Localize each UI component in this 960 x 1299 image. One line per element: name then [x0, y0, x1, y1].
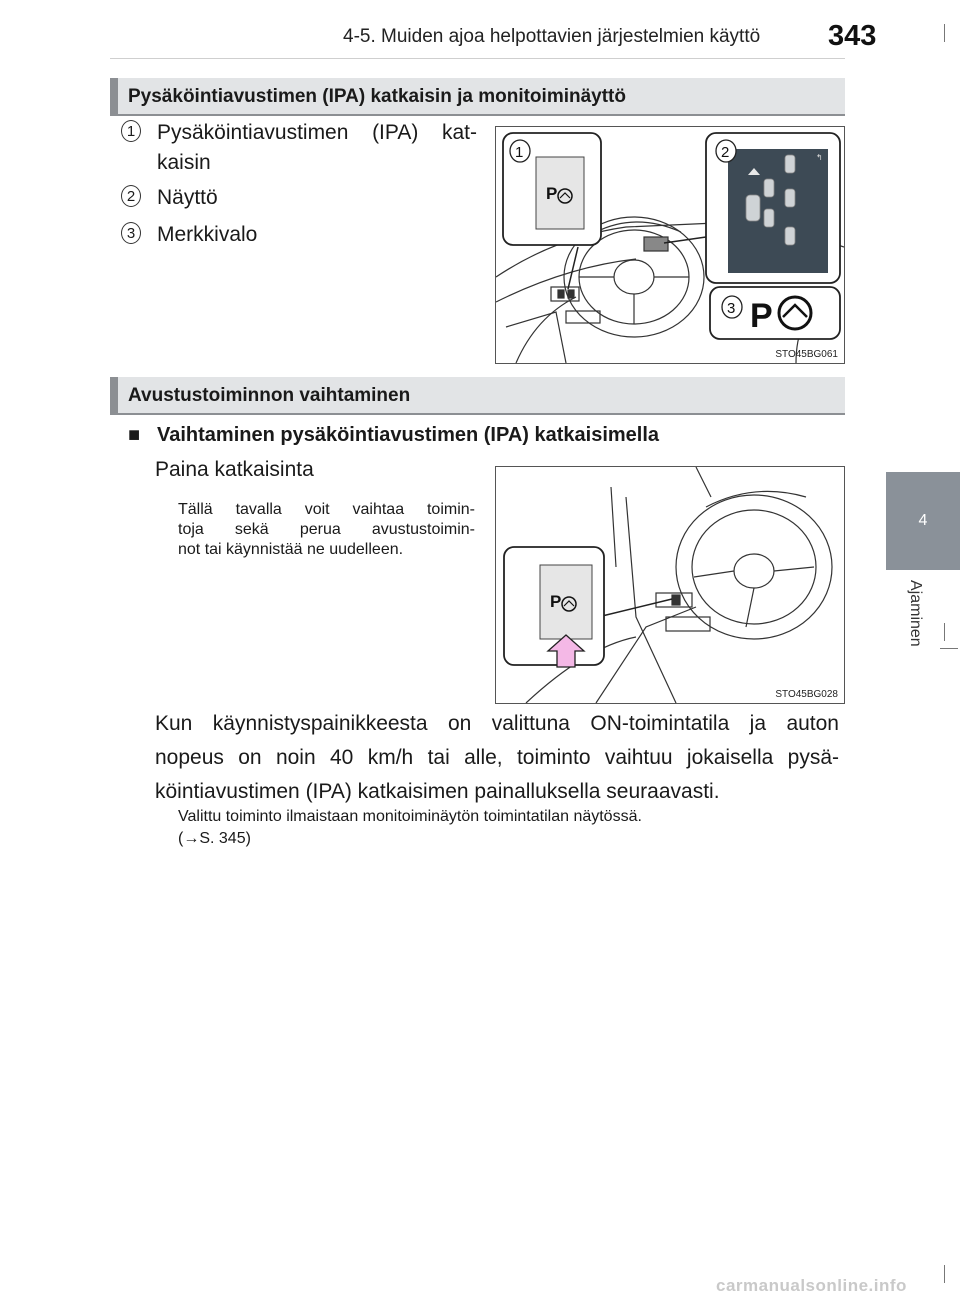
footnote-reference: [178, 828, 642, 850]
list-item-label-cont: kaisin: [157, 151, 211, 174]
switch-p-glyph: P: [550, 592, 562, 611]
footnote-line: Valittu toiminto ilmaistaan monitoiminäytön toimintatilan näytössä.: [178, 808, 642, 825]
figure-code: STO45BG061: [775, 349, 838, 360]
list-item-indicator: Merkkivalo: [157, 223, 258, 246]
crop-mark: [944, 24, 945, 42]
crop-mark: [944, 623, 945, 641]
figure-callout-3: 3: [727, 300, 736, 317]
figure-switch-press: [495, 466, 845, 704]
paragraph-line: nopeus on noin 40 km/h tai alle, toiminto vaihtuu jokaisella pysä-: [155, 746, 839, 769]
footnote: [178, 806, 642, 850]
note-line: not tai käynnistää ne uudelleen.: [178, 541, 404, 558]
subheading: Vaihtaminen pysäköintiavustimen (IPA) katkaisimella: [157, 424, 660, 446]
subheading-bullet: ■: [128, 424, 141, 446]
note-line: toja sekä perua avustustoimin-: [178, 521, 475, 538]
section-accent: [110, 78, 118, 114]
paragraph-line: Kun käynnistyspainikkeesta on valittuna ON-toimintatila ja auton: [155, 712, 839, 735]
page-reference-link[interactable]: S. 345): [199, 830, 251, 847]
paragraph-line: köintiavustimen (IPA) katkaisimen painalluksella seuraavasti.: [155, 780, 720, 803]
callout-number: 2: [121, 185, 141, 207]
instruction-note: [178, 500, 475, 560]
section-heading-ipa-switch: [110, 78, 845, 116]
watermark: carmanualsonline.info: [716, 1276, 907, 1295]
figure-callout-2: 2: [721, 144, 730, 161]
crop-mark: [944, 1265, 945, 1283]
section-title: Pysäköintiavustimen (IPA) katkaisin ja monitoiminäyttö: [128, 86, 626, 107]
chapter-number: 4: [918, 512, 928, 529]
list-item-label: Pysäköintiavustimen (IPA) kat-: [157, 121, 477, 144]
page-number: 343: [828, 20, 877, 52]
figure-code: STO45BG028: [775, 689, 838, 700]
section-title: Avustustoiminnon vaihtaminen: [128, 385, 411, 406]
dashboard-illustration: [496, 127, 844, 363]
section-heading-switching: [110, 377, 845, 415]
figure-dashboard-ipa: [495, 126, 845, 364]
chapter-label: Ajaminen: [907, 580, 924, 647]
indicator-p-glyph: P: [750, 297, 773, 335]
callout-number: 3: [121, 222, 141, 244]
callout-number: 1: [121, 120, 141, 142]
switch-p-glyph: P: [546, 184, 558, 203]
note-line: Tällä tavalla voit vaihtaa toimin-: [178, 501, 475, 518]
instruction-text: Paina katkaisinta: [155, 458, 314, 481]
crop-mark: [940, 648, 958, 649]
header-rule: [110, 58, 845, 59]
running-header: 4-5. Muiden ajoa helpottavien järjestelmien käyttö: [343, 26, 761, 47]
switch-illustration: [496, 467, 844, 703]
body-paragraph: [155, 707, 839, 809]
footnote-open-paren: (: [178, 830, 184, 847]
arrow-right-icon: →: [183, 830, 200, 847]
list-item-display: Näyttö: [157, 186, 218, 209]
chapter-tab: [886, 472, 960, 570]
section-accent: [110, 377, 118, 413]
list-item-switch: [157, 118, 477, 178]
display-return-icon: ↰: [816, 153, 823, 162]
figure-callout-1: 1: [515, 144, 524, 161]
